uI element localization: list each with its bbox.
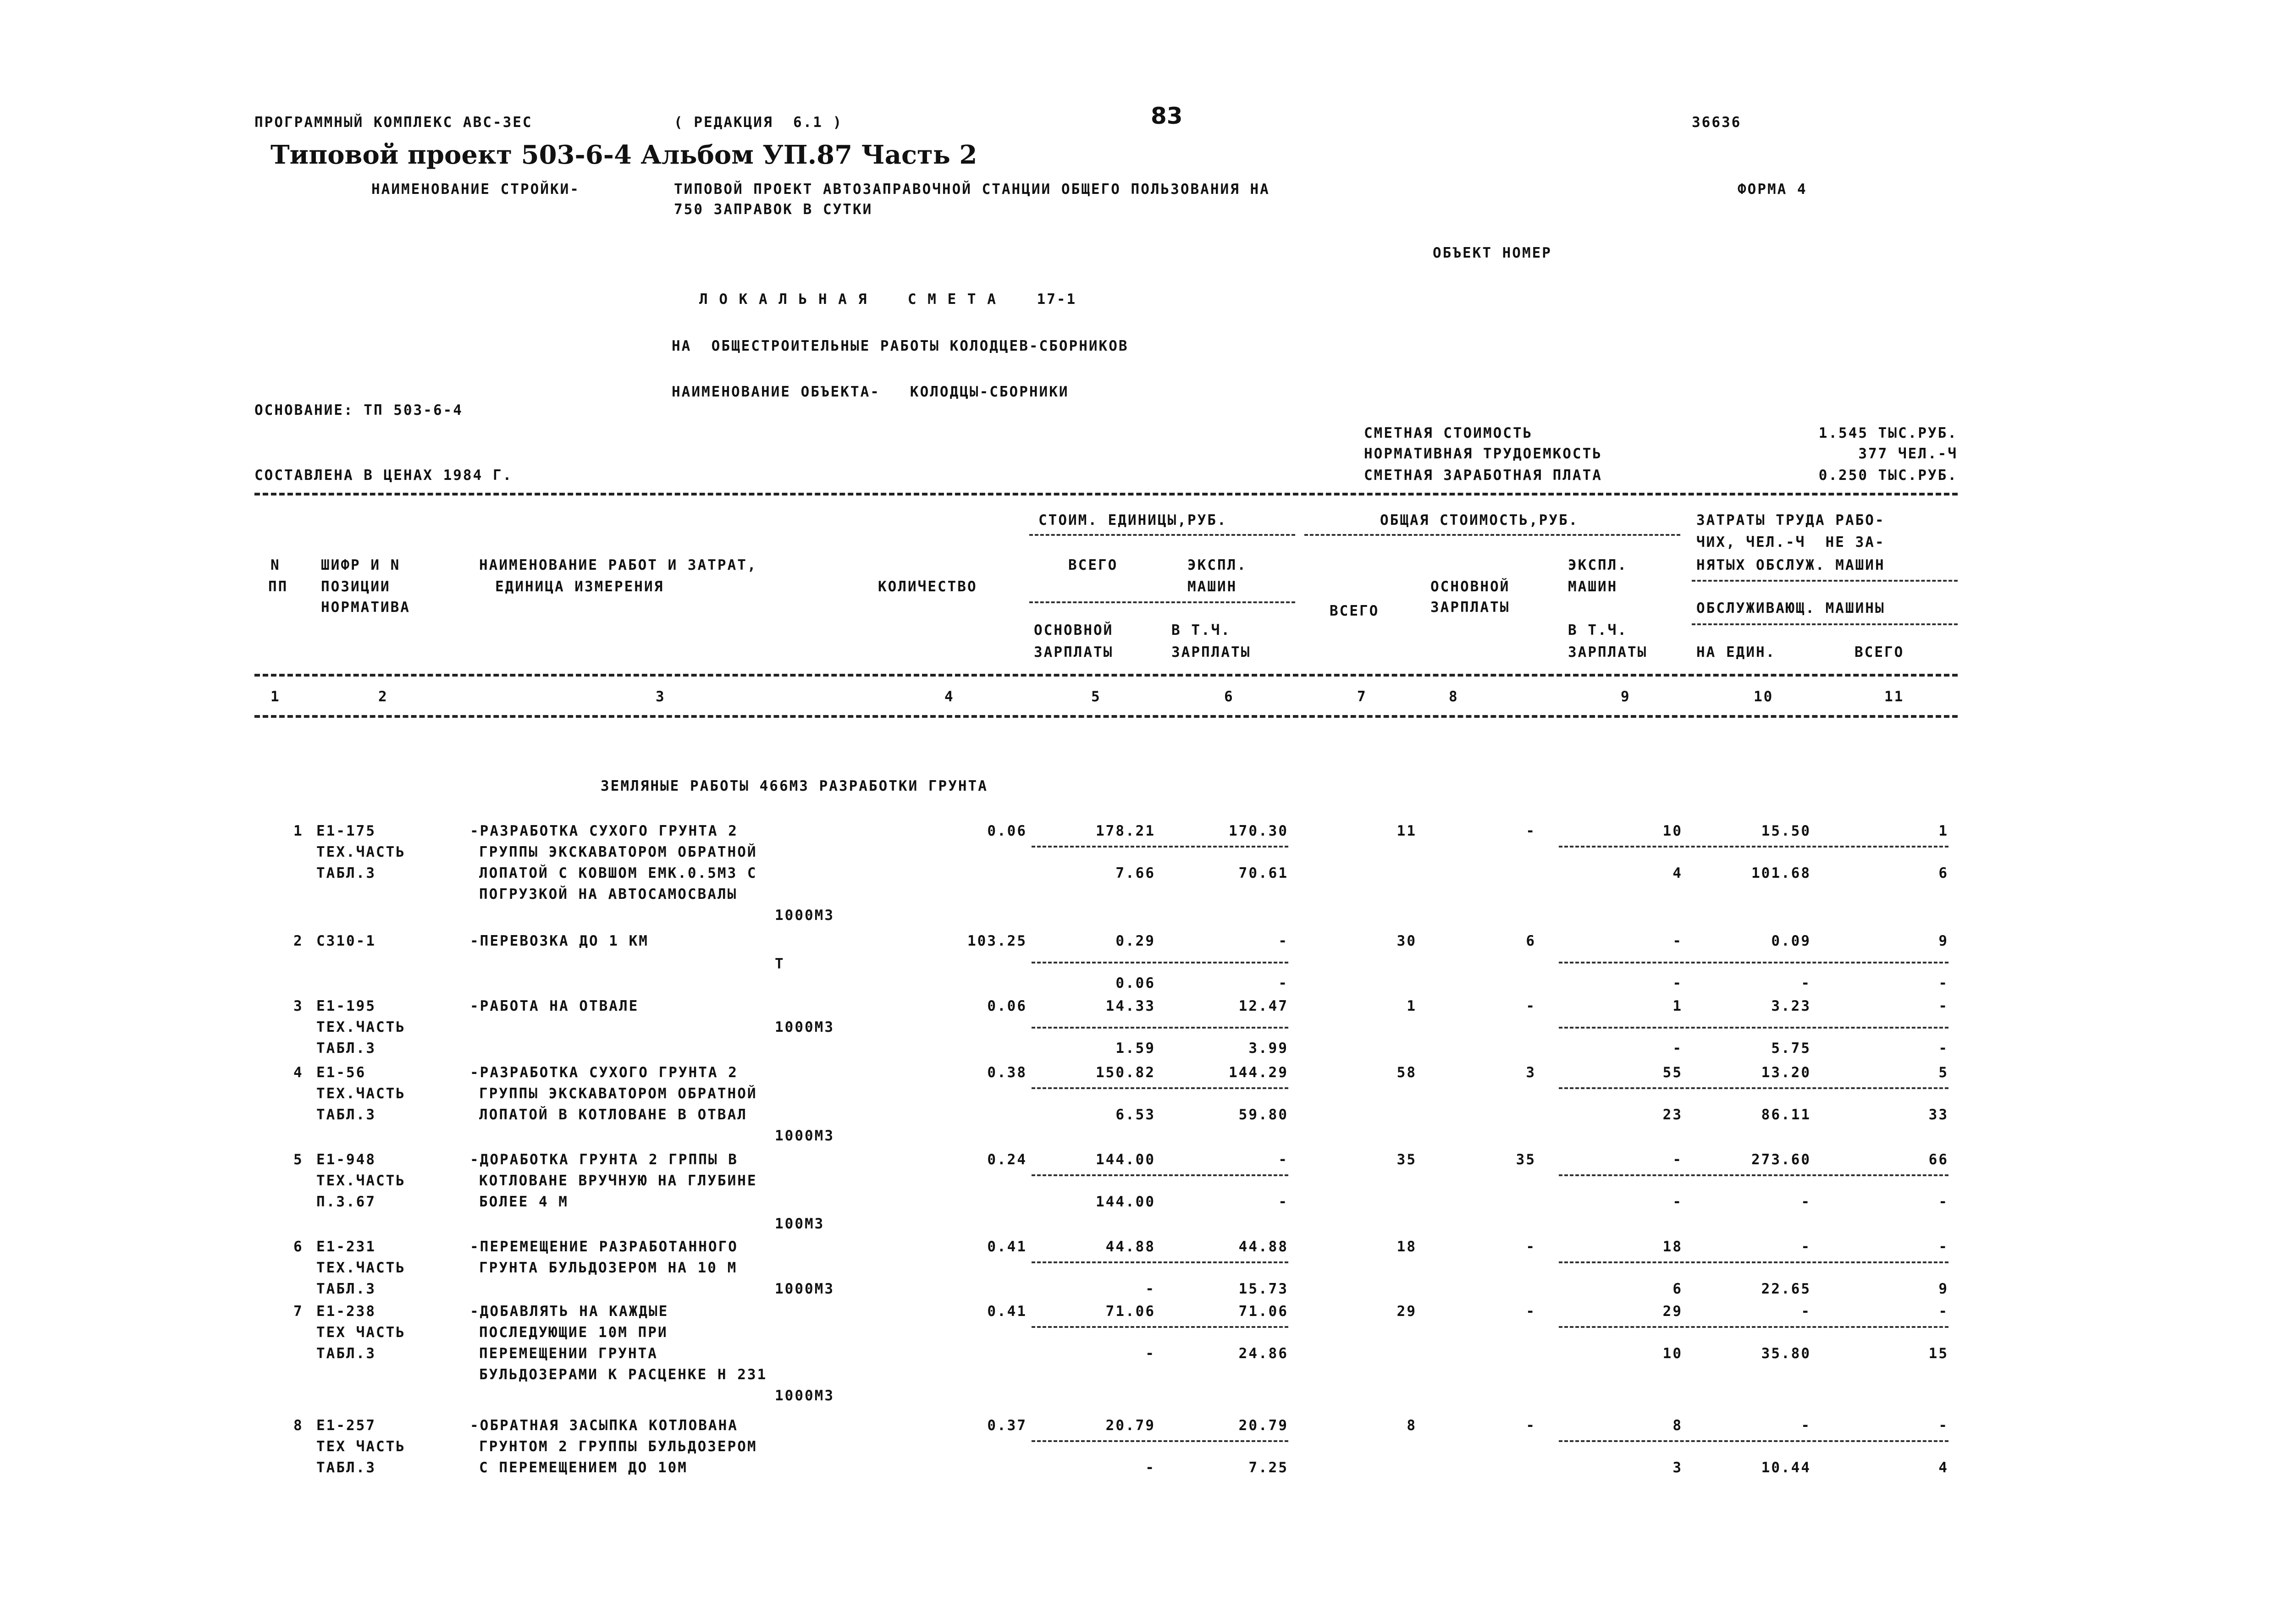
row-qty: 0.41 [987,1303,1027,1320]
row-c8: 3 [1526,1064,1536,1081]
row-code: ТАБЛ.3 [316,1281,376,1297]
row-c9: 8 [1672,1417,1683,1434]
row-c7: 29 [1396,1303,1417,1320]
row-c11b: 15 [1928,1345,1948,1362]
hdr-unit-incl1: В Т.Ч. [1171,622,1231,639]
hdr-col3-line1: НАИМЕНОВАНИЕ РАБОТ И ЗАТРАТ, [479,557,757,573]
row-number: 3 [293,998,304,1014]
hdr-total-mach1: ЭКСПЛ. [1568,557,1628,573]
col-num-2: 2 [378,688,388,705]
hdr-labor-mach: ОБСЛУЖИВАЮЩ. МАШИНЫ [1696,600,1885,617]
row-c10: - [1801,1239,1811,1255]
row-rule [1559,1027,1948,1029]
hdr-total-base1: ОСНОВНОЙ [1430,578,1510,595]
row-c6: - [1278,1151,1288,1168]
hdr-total-rule [1304,534,1680,536]
row-name: -РАБОТА НА ОТВАЛЕ [470,998,639,1014]
hdr-col3-line2: ЕДИНИЦА ИЗМЕРЕНИЯ [495,578,664,595]
row-c9b: 10 [1662,1345,1683,1362]
row-code: П.3.67 [316,1194,376,1210]
hdr-total-cost: ОБЩАЯ СТОИМОСТЬ,РУБ. [1380,512,1579,528]
row-c8: - [1526,1417,1536,1434]
hdr-col2-line1: ШИФР И N [321,557,401,573]
estimate-purpose: НА ОБЩЕСТРОИТЕЛЬНЫЕ РАБОТЫ КОЛОДЦЕВ-СБОРНИКОВ [672,338,1129,354]
row-c7: 8 [1407,1417,1417,1434]
row-code: Е1-195 [316,998,376,1014]
row-unit: 1000М3 [775,1387,834,1404]
row-c8: - [1526,998,1536,1014]
row-name: БУЛЬДОЗЕРАМИ К РАСЦЕНКЕ Н 231 [479,1366,767,1383]
hdr-labor3: НЯТЫХ ОБСЛУЖ. МАШИН [1696,557,1885,573]
row-code: ТЕХ.ЧАСТЬ [316,1085,406,1102]
row-c11: 5 [1938,1064,1948,1081]
row-c8: 6 [1526,933,1536,949]
row-c11: 66 [1928,1151,1948,1168]
hdr-unit-incl2: ЗАРПЛАТЫ [1171,644,1251,661]
project-title-handwritten: Типовой проект 503-6-4 Альбом УП.87 Часть 2 [270,140,977,170]
col-num-1: 1 [270,688,281,705]
form-number: ФОРМА 4 [1738,181,1807,198]
row-c7: 30 [1396,933,1417,949]
row-c10: 15.50 [1761,823,1811,839]
col-num-11: 11 [1884,688,1904,705]
row-c11: - [1938,1417,1948,1434]
row-c9b: 3 [1672,1459,1683,1476]
hdr-labor-total: ВСЕГО [1855,644,1904,661]
row-number: 4 [293,1064,304,1081]
row-c7: 18 [1396,1239,1417,1255]
row-c10b: 86.11 [1761,1107,1811,1123]
row-c5: 20.79 [1105,1417,1155,1434]
col-num-4: 4 [944,688,955,705]
summary-value-cost: 1.545 ТЫС.РУБ. [1818,425,1958,441]
row-number: 6 [293,1239,304,1255]
row-c11: - [1938,1239,1948,1255]
row-name: -РАЗРАБОТКА СУХОГО ГРУНТА 2 [470,1064,738,1081]
basis: ОСНОВАНИЕ: ТП 503-6-4 [254,402,463,418]
row-code: ТЕХ ЧАСТЬ [316,1438,406,1455]
row-c6b: 15.73 [1238,1281,1288,1297]
row-unit: Т [775,956,785,972]
row-c9: - [1672,933,1683,949]
col-num-8: 8 [1449,688,1459,705]
row-c5b: 0.06 [1115,975,1155,991]
row-code: Е1-257 [316,1417,376,1434]
row-qty: 103.25 [967,933,1027,949]
col-num-5: 5 [1091,688,1101,705]
row-c11: 9 [1938,933,1948,949]
row-number: 8 [293,1417,304,1434]
row-rule [1559,1440,1948,1442]
hdr-labor2: ЧИХ, ЧЕЛ.-Ч НЕ ЗА- [1696,534,1885,551]
row-code: ТЕХ.ЧАСТЬ [316,1019,406,1035]
row-c6b: 24.86 [1238,1345,1288,1362]
row-code: ТАБЛ.3 [316,1459,376,1476]
row-c9b: 6 [1672,1281,1683,1297]
row-code: Е1-948 [316,1151,376,1168]
hdr-labor-unit: НА ЕДИН. [1696,644,1776,661]
row-c5: 178.21 [1096,823,1155,839]
row-c10: - [1801,1417,1811,1434]
row-code: ТЕХ.ЧАСТЬ [316,1260,406,1276]
row-c8: - [1526,823,1536,839]
row-unit: 1000М3 [775,1019,834,1035]
row-name: ПЕРЕМЕЩЕНИИ ГРУНТА [479,1345,658,1362]
row-c5: 144.00 [1096,1151,1155,1168]
row-c9: - [1672,1151,1683,1168]
row-c8: 35 [1516,1151,1536,1168]
hdr-unit-base1: ОСНОВНОЙ [1034,622,1114,639]
row-unit: 100М3 [775,1216,825,1232]
row-c9b: - [1672,1040,1683,1057]
row-c5b: 6.53 [1115,1107,1155,1123]
hdr-total-incl1: В Т.Ч. [1568,622,1628,639]
row-rule [1559,846,1948,848]
row-code: ТАБЛ.3 [316,865,376,881]
row-code: ТАБЛ.3 [316,1107,376,1123]
row-c11b: 9 [1938,1281,1948,1297]
row-c10: 273.60 [1751,1151,1811,1168]
row-code: Е1-231 [316,1239,376,1255]
hdr-unit-cost: СТОИМ. ЕДИНИЦЫ,РУБ. [1038,512,1227,528]
hdr-col1-pp: ПП [268,578,288,595]
row-number: 2 [293,933,304,949]
summary-value-wages: 0.250 ТЫС.РУБ. [1818,467,1958,484]
row-c11b: - [1938,1040,1948,1057]
row-c10b: 22.65 [1761,1281,1811,1297]
build-name-label: НАИМЕНОВАНИЕ СТРОЙКИ- [371,181,580,198]
row-code: ТЕХ.ЧАСТЬ [316,844,406,860]
row-number: 1 [293,823,304,839]
row-c9: 1 [1672,998,1683,1014]
row-qty: 0.06 [987,823,1027,839]
header-bottom-rule [254,715,1958,718]
program-name: ПРОГРАММНЫЙ КОМПЛЕКС АВС-3ЕС [254,114,533,131]
row-rule [1032,1326,1288,1328]
row-name: -ОБРАТНАЯ ЗАСЫПКА КОТЛОВАНА [470,1417,738,1434]
row-unit: 1000М3 [775,1281,834,1297]
row-c6: 44.88 [1238,1239,1288,1255]
row-c7: 35 [1396,1151,1417,1168]
row-c11: - [1938,998,1948,1014]
hdr-unit-base2: ЗАРПЛАТЫ [1034,644,1114,661]
summary-value-labor: 377 ЧЕЛ.-Ч [1858,446,1958,462]
build-name-line1: ТИПОВОЙ ПРОЕКТ АВТОЗАПРАВОЧНОЙ СТАНЦИИ ОБЩЕГО ПОЛЬЗОВАНИЯ НА [674,181,1270,198]
row-name: -ДОРАБОТКА ГРУНТА 2 ГРППЫ В [470,1151,738,1168]
row-c10: 13.20 [1761,1064,1811,1081]
row-code: ТЕХ ЧАСТЬ [316,1324,406,1341]
hdr-unit-mach2: МАШИН [1187,578,1237,595]
row-c5b: 1.59 [1115,1040,1155,1057]
row-c6b: 59.80 [1238,1107,1288,1123]
section-title: ЗЕМЛЯНЫЕ РАБОТЫ 466М3 РАЗРАБОТКИ ГРУНТА [601,778,988,794]
row-name: ГРУНТА БУЛЬДОЗЕРОМ НА 10 М [479,1260,738,1276]
row-c9: 18 [1662,1239,1683,1255]
row-c8: - [1526,1303,1536,1320]
edition: ( РЕДАКЦИЯ 6.1 ) [674,114,843,131]
row-c5: 71.06 [1105,1303,1155,1320]
row-rule [1559,1261,1948,1263]
header-mid-rule [254,674,1958,677]
row-c10b: 5.75 [1771,1040,1811,1057]
row-c5: 44.88 [1105,1239,1155,1255]
hdr-col1-n: N [270,557,281,573]
row-c5: 14.33 [1105,998,1155,1014]
summary-label-cost: СМЕТНАЯ СТОИМОСТЬ [1364,425,1533,441]
row-name: С ПЕРЕМЕЩЕНИЕМ ДО 10М [479,1459,688,1476]
row-c10b: 35.80 [1761,1345,1811,1362]
row-c10b: 101.68 [1751,865,1811,881]
row-code: Е1-175 [316,823,376,839]
hdr-labor-rule [1692,580,1958,582]
row-rule [1032,1261,1288,1263]
row-c5b: - [1145,1459,1155,1476]
row-code: Е1-238 [316,1303,376,1320]
row-rule [1032,962,1288,963]
row-code: ТАБЛ.3 [316,1040,376,1057]
row-c10: - [1801,1303,1811,1320]
summary-label-labor: НОРМАТИВНАЯ ТРУДОЕМКОСТЬ [1364,446,1602,462]
row-code: С310-1 [316,933,376,949]
row-c10b: 10.44 [1761,1459,1811,1476]
hdr-quantity: КОЛИЧЕСТВО [878,578,977,595]
hdr-unit-rule2 [1029,601,1295,603]
row-name: -ПЕРЕМЕЩЕНИЕ РАЗРАБОТАННОГО [470,1239,738,1255]
row-c5: 150.82 [1096,1064,1155,1081]
object-number: ОБЪЕКТ НОМЕР [1433,245,1552,261]
row-c6: 144.29 [1229,1064,1288,1081]
row-c7: 1 [1407,998,1417,1014]
row-qty: 0.37 [987,1417,1027,1434]
row-c10b: - [1801,1194,1811,1210]
row-c8: - [1526,1239,1536,1255]
row-c11b: 4 [1938,1459,1948,1476]
col-num-3: 3 [656,688,666,705]
row-c9b: - [1672,1194,1683,1210]
row-number: 5 [293,1151,304,1168]
row-c7: 58 [1396,1064,1417,1081]
row-qty: 0.38 [987,1064,1027,1081]
row-unit: 1000М3 [775,1128,834,1144]
row-code: ТЕХ.ЧАСТЬ [316,1173,406,1189]
row-rule [1559,1087,1948,1089]
row-number: 7 [293,1303,304,1320]
row-rule [1032,1440,1288,1442]
row-c6b: 7.25 [1248,1459,1288,1476]
document-code: 36636 [1692,114,1742,131]
header-top-rule [254,493,1958,495]
hdr-labor1: ЗАТРАТЫ ТРУДА РАБО- [1696,512,1885,528]
row-rule [1032,1027,1288,1029]
row-c9b: 4 [1672,865,1683,881]
col-num-7: 7 [1357,688,1367,705]
row-c9: 10 [1662,823,1683,839]
row-c9: 55 [1662,1064,1683,1081]
row-code: ТАБЛ.3 [316,1345,376,1362]
row-c11b: - [1938,975,1948,991]
row-c6: 12.47 [1238,998,1288,1014]
row-qty: 0.24 [987,1151,1027,1168]
row-name: ЛОПАТОЙ В КОТЛОВАНЕ В ОТВАЛ [479,1107,747,1123]
row-c9: 29 [1662,1303,1683,1320]
row-rule [1559,1326,1948,1328]
row-rule [1559,962,1948,963]
hdr-unit-total: ВСЕГО [1068,557,1118,573]
row-c5b: 144.00 [1096,1194,1155,1210]
row-c6: - [1278,933,1288,949]
row-c10: 0.09 [1771,933,1811,949]
row-name: -РАЗРАБОТКА СУХОГО ГРУНТА 2 [470,823,738,839]
col-num-9: 9 [1621,688,1631,705]
row-qty: 0.41 [987,1239,1027,1255]
hdr-labor-rule2 [1692,623,1958,625]
row-rule [1559,1174,1948,1176]
row-c6: 71.06 [1238,1303,1288,1320]
row-rule [1032,1174,1288,1176]
estimate-title: Л О К А Л Ь Н А Я С М Е Т А 17-1 [699,291,1077,308]
col-num-10: 10 [1754,688,1774,705]
build-name-line2: 750 ЗАПРАВОК В СУТКИ [674,201,873,218]
row-c6b: 70.61 [1238,865,1288,881]
row-c11: - [1938,1303,1948,1320]
row-c6b: - [1278,975,1288,991]
row-name: -ДОБАВЛЯТЬ НА КАЖДЫЕ [470,1303,669,1320]
row-name: ЛОПАТОЙ С КОВШОМ ЕМК.0.5М3 С [479,865,757,881]
hdr-total-mach2: МАШИН [1568,578,1618,595]
row-qty: 0.06 [987,998,1027,1014]
row-c5b: 7.66 [1115,865,1155,881]
row-c9b: - [1672,975,1683,991]
row-rule [1032,1087,1288,1089]
row-c10b: - [1801,975,1811,991]
row-c7: 11 [1396,823,1417,839]
row-c6: 20.79 [1238,1417,1288,1434]
hdr-total-all: ВСЕГО [1330,603,1380,619]
row-unit: 1000М3 [775,907,834,924]
summary-label-wages: СМЕТНАЯ ЗАРАБОТНАЯ ПЛАТА [1364,467,1602,484]
page-number: 83 [1151,103,1183,129]
hdr-total-incl2: ЗАРПЛАТЫ [1568,644,1648,661]
row-name: ПОГРУЗКОЙ НА АВТОСАМОСВАЛЫ [479,886,738,903]
row-c6b: 3.99 [1248,1040,1288,1057]
row-c11b: 6 [1938,865,1948,881]
row-name: ПОСЛЕДУЮЩИЕ 10М ПРИ [479,1324,668,1341]
row-c6: 170.30 [1229,823,1288,839]
hdr-unit-mach1: ЭКСПЛ. [1187,557,1247,573]
hdr-unit-rule [1029,534,1295,536]
row-name: ГРУППЫ ЭКСКАВАТОРОМ ОБРАТНОЙ [479,1085,757,1102]
hdr-col2-line3: НОРМАТИВА [321,599,410,616]
row-name: БОЛЕЕ 4 М [479,1194,568,1210]
row-c6b: - [1278,1194,1288,1210]
row-rule [1032,846,1288,848]
row-c11b: 33 [1928,1107,1948,1123]
col-num-6: 6 [1224,688,1234,705]
row-name: -ПЕРЕВОЗКА ДО 1 КМ [470,933,649,949]
row-c11b: - [1938,1194,1948,1210]
row-c5b: - [1145,1345,1155,1362]
row-name: КОТЛОВАНЕ ВРУЧНУЮ НА ГЛУБИНЕ [479,1173,757,1189]
row-c5b: - [1145,1281,1155,1297]
hdr-col2-line2: ПОЗИЦИИ [321,578,391,595]
hdr-total-base2: ЗАРПЛАТЫ [1430,599,1510,616]
row-name: ГРУППЫ ЭКСКАВАТОРОМ ОБРАТНОЙ [479,844,757,860]
row-name: ГРУНТОМ 2 ГРУППЫ БУЛЬДОЗЕРОМ [479,1438,757,1455]
row-c11: 1 [1938,823,1948,839]
row-c5: 0.29 [1115,933,1155,949]
price-basis: СОСТАВЛЕНА В ЦЕНАХ 1984 Г. [254,467,513,484]
object-name: НАИМЕНОВАНИЕ ОБЪЕКТА- КОЛОДЦЫ-СБОРНИКИ [672,384,1069,400]
row-c10: 3.23 [1771,998,1811,1014]
row-c9b: 23 [1662,1107,1683,1123]
row-code: Е1-56 [316,1064,366,1081]
